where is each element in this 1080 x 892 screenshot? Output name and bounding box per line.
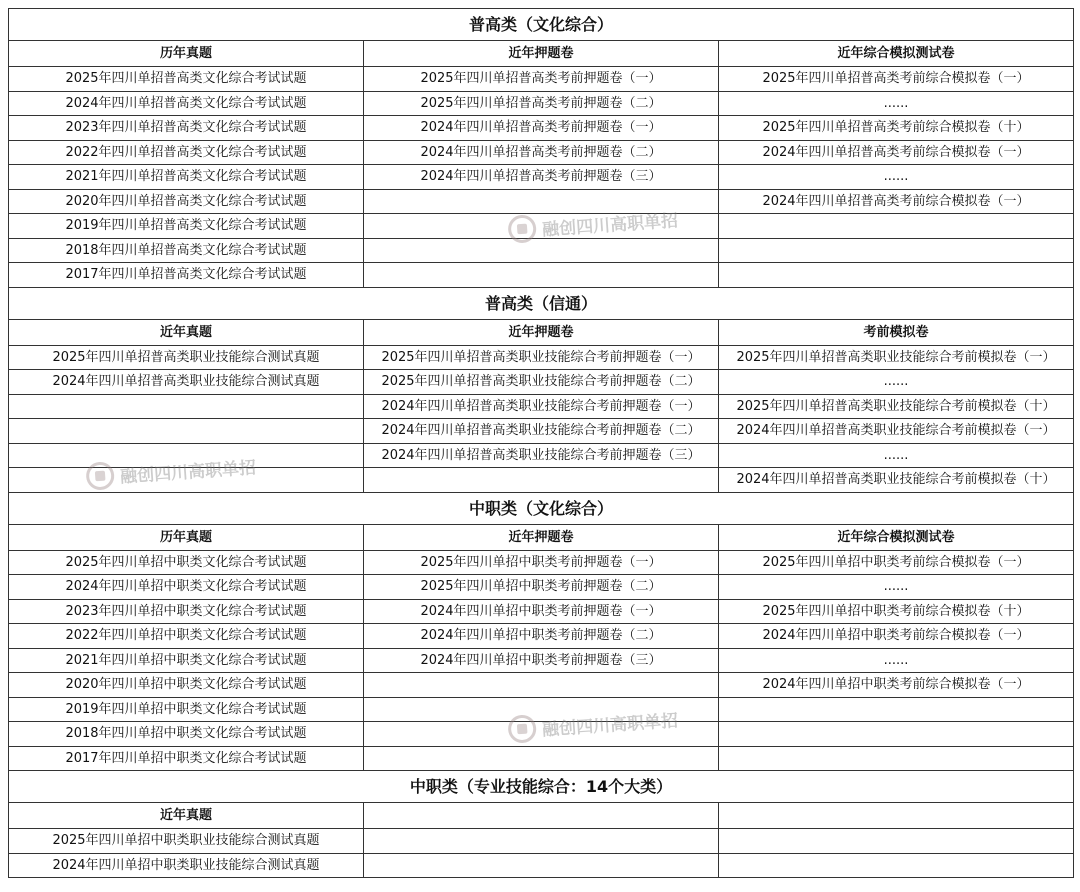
section-title: 普高类（文化综合） <box>9 9 1074 41</box>
table-cell <box>9 419 364 444</box>
table-cell: 2017年四川单招普高类文化综合考试试题 <box>9 263 364 288</box>
table-row <box>9 697 1074 722</box>
column-header-row <box>9 41 1074 67</box>
column-header <box>364 803 719 829</box>
section-title-row <box>9 287 1074 319</box>
table-cell: 2025年四川单招普高类考前综合模拟卷（十） <box>719 116 1074 141</box>
table-row <box>9 599 1074 624</box>
table-cell: 2025年四川单招中职类考前押题卷（一） <box>364 550 719 575</box>
table-cell <box>719 697 1074 722</box>
column-header <box>719 803 1074 829</box>
column-header-row <box>9 319 1074 345</box>
table-cell: 2020年四川单招普高类文化综合考试试题 <box>9 189 364 214</box>
watermark-text: 融创四川高职单招 <box>119 457 257 488</box>
table-cell: 2024年四川单招中职类文化综合考试试题 <box>9 575 364 600</box>
table-row <box>9 853 1074 878</box>
table-cell: 2025年四川单招普高类职业技能综合考前押题卷（一） <box>364 345 719 370</box>
table-cell <box>719 722 1074 747</box>
table-cell <box>9 443 364 468</box>
table-cell <box>719 853 1074 878</box>
table-cell: 2024年四川单招普高类职业技能综合测试真题 <box>9 370 364 395</box>
table-cell: 2024年四川单招中职类考前综合模拟卷（一） <box>719 673 1074 698</box>
column-header: 近年真题 <box>9 319 364 345</box>
table-row <box>9 468 1074 493</box>
table-cell <box>9 468 364 493</box>
table-cell <box>364 697 719 722</box>
table-cell: 2024年四川单招中职类考前押题卷（二） <box>364 624 719 649</box>
table-cell: 2025年四川单招普高类职业技能综合考前模拟卷（一） <box>719 345 1074 370</box>
table-cell: 2018年四川单招普高类文化综合考试试题 <box>9 238 364 263</box>
table-cell: 2025年四川单招中职类考前综合模拟卷（十） <box>719 599 1074 624</box>
table-cell <box>364 238 719 263</box>
table-cell: 2025年四川单招普高类文化综合考试试题 <box>9 67 364 92</box>
table-cell: 2025年四川单招普高类考前押题卷（二） <box>364 91 719 116</box>
column-header: 近年综合模拟测试卷 <box>719 524 1074 550</box>
section-title: 中职类（文化综合） <box>9 492 1074 524</box>
table-cell <box>719 238 1074 263</box>
watermark-text: 融创四川高职单招 <box>541 210 679 241</box>
table-cell: 2025年四川单招中职类考前综合模拟卷（一） <box>719 550 1074 575</box>
table-cell: 2022年四川单招中职类文化综合考试试题 <box>9 624 364 649</box>
table-row <box>9 673 1074 698</box>
table-cell: 2024年四川单招普高类职业技能综合考前模拟卷（一） <box>719 419 1074 444</box>
table-row <box>9 394 1074 419</box>
table-cell: 2024年四川单招普高类职业技能综合考前押题卷（一） <box>364 394 719 419</box>
table-row <box>9 419 1074 444</box>
table-cell: ...... <box>719 165 1074 190</box>
table-body <box>9 9 1074 878</box>
table-cell: 2025年四川单招中职类考前押题卷（二） <box>364 575 719 600</box>
table-cell <box>364 263 719 288</box>
table-cell: 2025年四川单招中职类职业技能综合测试真题 <box>9 829 364 854</box>
table-cell: 2024年四川单招中职类职业技能综合测试真题 <box>9 853 364 878</box>
table-cell: 2024年四川单招中职类考前押题卷（一） <box>364 599 719 624</box>
table-cell <box>364 722 719 747</box>
table-cell <box>364 853 719 878</box>
table-cell: 2025年四川单招普高类考前综合模拟卷（一） <box>719 67 1074 92</box>
table-cell: 2017年四川单招中职类文化综合考试试题 <box>9 746 364 771</box>
table-row <box>9 648 1074 673</box>
column-header-row <box>9 803 1074 829</box>
table-cell: 2024年四川单招普高类职业技能综合考前押题卷（二） <box>364 419 719 444</box>
table-cell: ...... <box>719 575 1074 600</box>
column-header-row <box>9 524 1074 550</box>
column-header: 近年押题卷 <box>364 524 719 550</box>
table-row <box>9 238 1074 263</box>
column-header: 近年真题 <box>9 803 364 829</box>
column-header: 近年综合模拟测试卷 <box>719 41 1074 67</box>
table-row <box>9 746 1074 771</box>
table-cell <box>364 468 719 493</box>
table-cell: 2021年四川单招中职类文化综合考试试题 <box>9 648 364 673</box>
table-cell: 2024年四川单招普高类考前综合模拟卷（一） <box>719 189 1074 214</box>
section-title: 普高类（信通） <box>9 287 1074 319</box>
table-row <box>9 575 1074 600</box>
table-cell: 2025年四川单招普高类职业技能综合测试真题 <box>9 345 364 370</box>
section-title-row <box>9 771 1074 803</box>
table-cell: 2025年四川单招普高类职业技能综合考前模拟卷（十） <box>719 394 1074 419</box>
table-row <box>9 67 1074 92</box>
table-cell <box>364 673 719 698</box>
table-cell: 2018年四川单招中职类文化综合考试试题 <box>9 722 364 747</box>
table-cell <box>9 394 364 419</box>
table-cell: 2024年四川单招普高类文化综合考试试题 <box>9 91 364 116</box>
table-cell: 2024年四川单招普高类考前押题卷（二） <box>364 140 719 165</box>
table-row <box>9 140 1074 165</box>
table-cell: 2024年四川单招普高类考前押题卷（一） <box>364 116 719 141</box>
table-cell: 2024年四川单招普高类考前综合模拟卷（一） <box>719 140 1074 165</box>
table-cell: 2023年四川单招普高类文化综合考试试题 <box>9 116 364 141</box>
exam-paper-table <box>8 8 1074 878</box>
table-cell <box>719 214 1074 239</box>
column-header: 考前模拟卷 <box>719 319 1074 345</box>
table-row <box>9 624 1074 649</box>
table-cell: 2021年四川单招普高类文化综合考试试题 <box>9 165 364 190</box>
table-row <box>9 91 1074 116</box>
table-cell <box>364 189 719 214</box>
section-title-row <box>9 9 1074 41</box>
table-cell <box>364 829 719 854</box>
table-row <box>9 189 1074 214</box>
table-row <box>9 370 1074 395</box>
table-row <box>9 165 1074 190</box>
table-row <box>9 829 1074 854</box>
table-cell: ...... <box>719 648 1074 673</box>
table-cell: ...... <box>719 370 1074 395</box>
table-cell <box>719 829 1074 854</box>
table-cell: 2025年四川单招普高类考前押题卷（一） <box>364 67 719 92</box>
table-cell: 2024年四川单招中职类考前综合模拟卷（一） <box>719 624 1074 649</box>
table-cell: 2024年四川单招普高类职业技能综合考前模拟卷（十） <box>719 468 1074 493</box>
table-cell <box>719 263 1074 288</box>
table-row <box>9 550 1074 575</box>
table-cell: 2022年四川单招普高类文化综合考试试题 <box>9 140 364 165</box>
table-cell <box>364 214 719 239</box>
table-cell: 2019年四川单招中职类文化综合考试试题 <box>9 697 364 722</box>
table-row <box>9 443 1074 468</box>
table-row <box>9 116 1074 141</box>
column-header: 历年真题 <box>9 41 364 67</box>
table-cell: ...... <box>719 443 1074 468</box>
table-cell: 2025年四川单招中职类文化综合考试试题 <box>9 550 364 575</box>
table-cell: 2019年四川单招普高类文化综合考试试题 <box>9 214 364 239</box>
table-row <box>9 214 1074 239</box>
table-cell: 2024年四川单招中职类考前押题卷（三） <box>364 648 719 673</box>
table-row <box>9 722 1074 747</box>
table-row <box>9 345 1074 370</box>
table-cell: 2025年四川单招普高类职业技能综合考前押题卷（二） <box>364 370 719 395</box>
column-header: 历年真题 <box>9 524 364 550</box>
section-title-row <box>9 492 1074 524</box>
watermark-text: 融创四川高职单招 <box>541 710 679 741</box>
table-cell <box>364 746 719 771</box>
table-cell: 2024年四川单招普高类职业技能综合考前押题卷（三） <box>364 443 719 468</box>
section-title: 中职类（专业技能综合：14个大类） <box>9 771 1074 803</box>
table-cell <box>719 746 1074 771</box>
table-cell: 2023年四川单招中职类文化综合考试试题 <box>9 599 364 624</box>
table-cell: 2020年四川单招中职类文化综合考试试题 <box>9 673 364 698</box>
table-cell: ...... <box>719 91 1074 116</box>
column-header: 近年押题卷 <box>364 319 719 345</box>
table-cell: 2024年四川单招普高类考前押题卷（三） <box>364 165 719 190</box>
table-row <box>9 263 1074 288</box>
column-header: 近年押题卷 <box>364 41 719 67</box>
